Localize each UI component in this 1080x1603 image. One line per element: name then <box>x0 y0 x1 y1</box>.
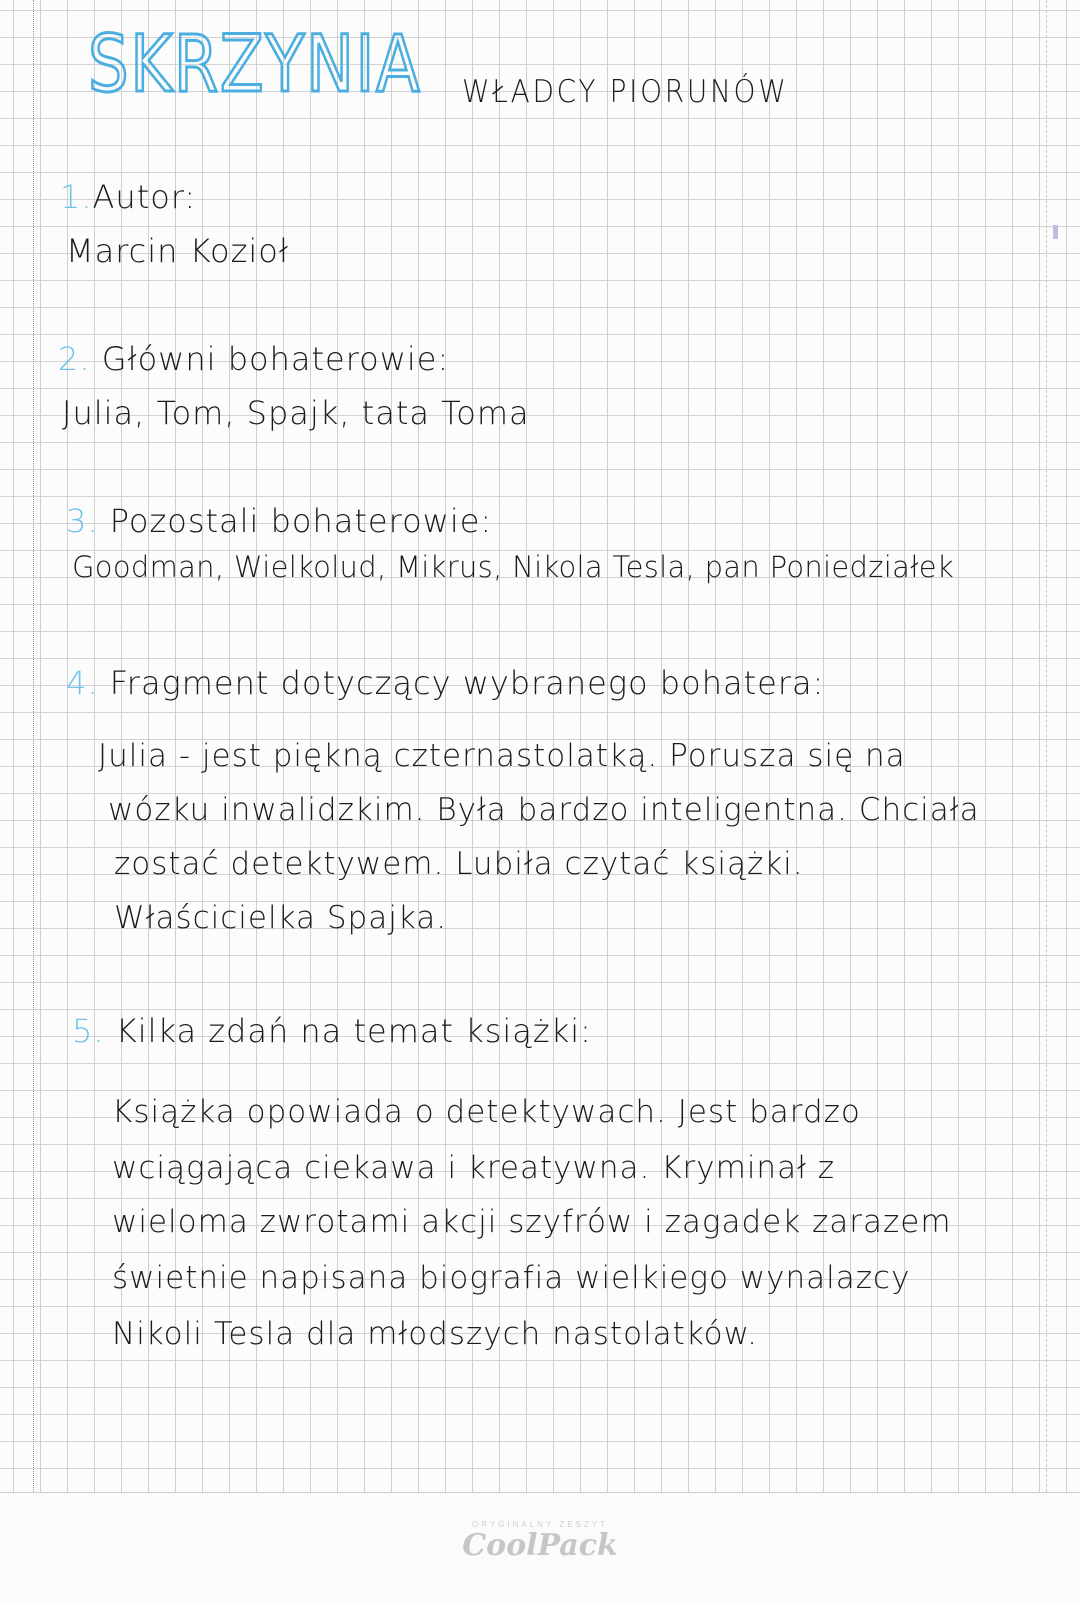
brand-logo: CoolPack <box>462 1528 618 1563</box>
character-fragment-line: Właścicielka Spajka. <box>114 900 448 936</box>
brand-tagline: ORYGINALNY ZESZYT <box>471 1520 609 1529</box>
author-value: Marcin Kozioł <box>66 232 289 270</box>
character-fragment-line: zostać detektywem. Lubiła czytać książki. <box>114 846 804 882</box>
section-number: 1. <box>60 178 93 216</box>
section-2-heading <box>58 340 449 378</box>
section-3-heading <box>66 502 492 540</box>
section-heading-text: Fragment dotyczący wybranego bohatera: <box>109 664 825 702</box>
book-summary-line: świetnie napisana biografia wielkiego wynalazcy <box>112 1260 911 1296</box>
main-characters-value: Julia, Tom, Spajk, tata Toma <box>62 394 530 432</box>
other-characters-value: Goodman, Wielkolud, Mikrus, Nikola Tesla, pan Poniedziałek <box>72 550 954 584</box>
section-number: 2. <box>58 340 91 378</box>
section-number: 3. <box>66 502 99 540</box>
section-4-heading <box>66 664 824 702</box>
right-margin-line <box>1046 0 1047 1492</box>
book-title: WŁADCY PIORUNÓW <box>462 74 789 110</box>
section-heading-text: Autor: <box>92 178 197 216</box>
section-1-heading <box>60 178 196 216</box>
section-number: 4. <box>66 664 99 702</box>
book-summary-line: wieloma zwrotami akcji szyfrów i zagadek zarazem <box>112 1204 952 1240</box>
section-heading-text: Pozostali bohaterowie: <box>109 502 493 540</box>
purple-highlight-mark <box>1053 225 1058 239</box>
section-heading-text: Kilka zdań na temat książki: <box>115 1012 592 1050</box>
character-fragment-line: wózku inwalidzkim. Była bardzo inteligentna. Chciała <box>108 792 980 828</box>
section-number: 5. <box>72 1012 105 1050</box>
character-fragment-line: Julia - jest piękną czternastolatką. Porusza się na <box>98 738 906 774</box>
page-title: SKRZYNIA <box>88 20 422 110</box>
section-5-heading <box>72 1012 592 1050</box>
book-summary-line: wciągająca ciekawa i kreatywna. Kryminał z <box>112 1150 836 1186</box>
book-summary-line: Nikoli Tesla dla młodszych nastolatków. <box>112 1316 759 1352</box>
book-summary-line: Książka opowiada o detektywach. Jest bardzo <box>112 1094 861 1130</box>
section-heading-text: Główni bohaterowie: <box>101 340 450 378</box>
left-margin-line <box>33 0 34 1492</box>
